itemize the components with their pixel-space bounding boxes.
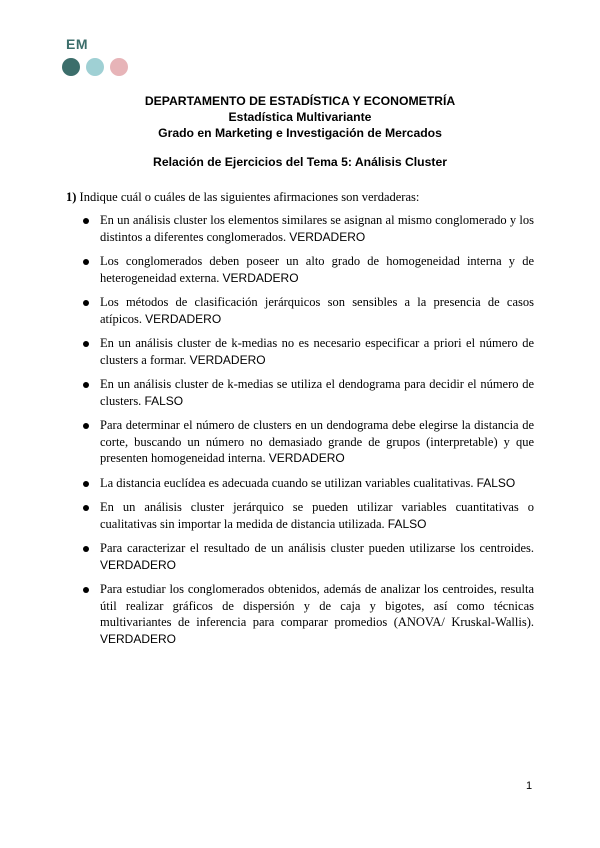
exercise-title: Relación de Ejercicios del Tema 5: Análisis Cluster <box>153 155 447 169</box>
bullet-icon <box>83 587 89 593</box>
list-item <box>66 475 534 492</box>
bullet-icon <box>83 218 89 224</box>
list-item <box>66 376 534 409</box>
bullet-icon <box>83 546 89 552</box>
statement-answer: FALSO <box>144 393 184 408</box>
logo-text: EM <box>66 36 88 52</box>
logo-dot-pink <box>110 58 128 76</box>
logo-dot-light-teal <box>86 58 104 76</box>
statement-text: En un análisis cluster de k-medias se utiliza el dendograma para decidir el número de clusters. <box>100 377 534 408</box>
question-number: 1) <box>66 190 77 204</box>
statement-answer: VERDADERO <box>100 631 177 646</box>
document-header <box>0 93 600 141</box>
bullet-icon <box>83 300 89 306</box>
bullet-icon <box>83 341 89 347</box>
list-item <box>66 294 534 327</box>
statement-text: En un análisis cluster jerárquico se pueden utilizar variables cuantitativas o cualitativas sin importar la medida de distancia utilizada. <box>100 500 534 531</box>
degree-title: Grado en Marketing e Investigación de Mercados <box>158 126 442 140</box>
statement-text: Para estudiar los conglomerados obtenidos, además de analizar los centroides, resulta útil realizar gráficos de dispersión y de caja y bigotes, así como técnicas multivariantes de inferencia para comparar promedios (ANOVA/ Kruskal-Wallis). <box>100 582 534 629</box>
list-item <box>66 417 534 467</box>
statement-answer: VERDADERO <box>268 451 345 465</box>
list-item <box>66 581 534 647</box>
logo <box>59 36 139 82</box>
statement-text: En un análisis cluster los elementos similares se asignan al mismo conglomerado y los distintos a diferentes conglomerados. <box>100 213 534 244</box>
statement-text: Para determinar el número de clusters en un dendograma debe elegirse la distancia de corte, buscando un número no demasiado grande de grupos (interpretable) y que presenten homogeneidad interna. <box>100 418 534 465</box>
statement-answer: VERDADERO <box>289 229 366 244</box>
bullet-icon <box>83 382 89 388</box>
question-1 <box>66 190 536 205</box>
list-item <box>66 253 534 286</box>
page-number: 1 <box>526 780 533 792</box>
statement-text: Los conglomerados deben poseer un alto grado de homogeneidad interna y de heterogeneidad externa. <box>100 254 534 285</box>
statement-text: En un análisis cluster de k-medias no es necesario especificar a priori el número de clusters a formar. <box>100 336 534 367</box>
statement-answer: VERDADERO <box>222 270 299 285</box>
bullet-icon <box>83 259 89 265</box>
list-item <box>66 335 534 368</box>
bullet-icon <box>83 481 89 487</box>
bullet-icon <box>83 505 89 511</box>
question-text: Indique cuál o cuáles de las siguientes afirmaciones son verdaderas: <box>79 190 420 204</box>
list-item <box>66 540 534 573</box>
statement-text: La distancia euclídea es adecuada cuando se utilizan variables cualitativas. <box>100 475 474 490</box>
statement-answer: FALSO <box>387 516 427 531</box>
course-title: Estadística Multivariante <box>228 110 372 124</box>
statement-answer: FALSO <box>476 475 516 490</box>
logo-dot-dark <box>62 58 80 76</box>
statement-text: Los métodos de clasificación jerárquicos son sensibles a la presencia de casos atípicos. <box>100 295 534 326</box>
statement-answer: VERDADERO <box>189 352 266 367</box>
statement-answer: VERDADERO <box>145 311 222 326</box>
list-item <box>66 499 534 532</box>
statement-text: Para caracterizar el resultado de un análisis cluster pueden utilizarse los centroides. <box>100 541 534 555</box>
department-title: DEPARTAMENTO DE ESTADÍSTICA Y ECONOMETRÍA <box>144 94 456 108</box>
statement-list <box>66 212 534 655</box>
bullet-icon <box>83 423 89 429</box>
list-item <box>66 212 534 245</box>
statement-answer: VERDADERO <box>100 557 177 572</box>
